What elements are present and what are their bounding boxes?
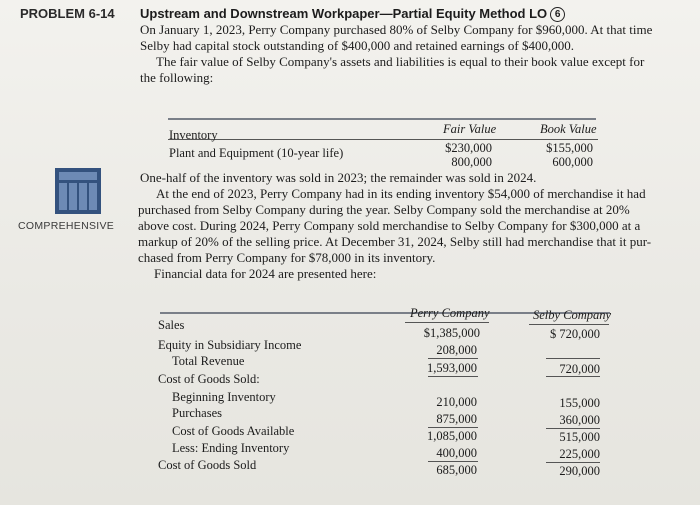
fin-cga-rule-perry xyxy=(428,427,478,428)
fin-total-rule-selby xyxy=(546,376,600,377)
comprehensive-icon xyxy=(55,168,101,214)
fv-header-book: Book Value xyxy=(540,122,597,136)
fin-row-perry: 400,000 xyxy=(436,446,477,460)
comprehensive-label: COMPREHENSIVE xyxy=(18,220,115,232)
fin-row-selby: 155,000 xyxy=(559,396,600,410)
fin-row-perry: 1,085,000 xyxy=(427,429,477,443)
fin-row-selby: $ 720,000 xyxy=(550,327,600,341)
fin-row-perry: 1,593,000 xyxy=(427,361,477,375)
fv-row-label: Inventory xyxy=(169,128,218,142)
lo-badge: 6 xyxy=(550,7,565,22)
fin-row-label: Cost of Goods Sold: xyxy=(158,372,260,386)
fv-row-fair: $230,000 xyxy=(445,141,492,155)
body-line-7: Financial data for 2024 are presented here: xyxy=(154,266,377,281)
fin-cga-rule-selby xyxy=(546,428,600,429)
body-line-1: One-half of the inventory was sold in 2023; the remainder was sold in 2024. xyxy=(140,170,537,185)
fin-row-perry: 210,000 xyxy=(436,395,477,409)
fv-top-rule xyxy=(168,118,596,120)
fin-header-perry: Perry Company xyxy=(410,306,490,320)
problem-title xyxy=(140,6,565,22)
body-line-6: chased from Perry Company for $78,000 in its inventory. xyxy=(138,250,436,265)
fin-cogs-rule-selby xyxy=(546,462,600,463)
fin-header-selby: Selby Company xyxy=(533,308,612,322)
fin-row-selby: 720,000 xyxy=(559,362,600,376)
fin-row-label: Total Revenue xyxy=(172,354,245,368)
fin-row-selby: 290,000 xyxy=(559,464,600,478)
body-line-5: markup of 20% of the selling price. At December 31, 2024, Selby still had merchandise that it pur- xyxy=(138,234,652,249)
intro-line-2: Selby had capital stock outstanding of $400,000 and retained earnings of $400,000. xyxy=(140,38,574,53)
problem-title-text: Upstream and Downstream Workpaper—Partial Equity Method LO xyxy=(140,6,548,21)
fin-row-selby: 225,000 xyxy=(559,447,600,461)
fin-row-perry: 208,000 xyxy=(436,343,477,357)
fin-subtotal-rule-selby xyxy=(546,358,600,359)
fv-header-rule xyxy=(168,139,598,140)
fin-row-perry: $1,385,000 xyxy=(423,326,480,340)
fin-subtotal-rule-perry xyxy=(428,358,478,359)
fv-row-book: 600,000 xyxy=(552,155,593,169)
body-line-4: above cost. During 2024, Perry Company sold merchandise to Selby Company for $300,000 at a xyxy=(138,218,641,233)
fin-row-perry: 875,000 xyxy=(436,412,477,426)
intro-line-3: The fair value of Selby Company's assets and liabilities is equal to their book value except for xyxy=(156,54,645,69)
fin-row-label: Cost of Goods Available xyxy=(172,424,295,438)
fv-row-label: Plant and Equipment (10-year life) xyxy=(169,146,344,160)
fv-row-book: $155,000 xyxy=(546,141,593,155)
fin-row-perry: 685,000 xyxy=(436,463,477,477)
fin-row-label: Cost of Goods Sold xyxy=(158,458,257,472)
fin-row-label: Sales xyxy=(158,318,185,332)
fin-total-rule-perry xyxy=(428,376,478,377)
body-line-2: At the end of 2023, Perry Company had in its ending inventory $54,000 of merchandise it had xyxy=(156,186,646,201)
fin-cogs-rule-perry xyxy=(428,461,478,462)
fv-header-fair: Fair Value xyxy=(443,122,497,136)
fin-row-label: Purchases xyxy=(172,406,222,420)
fin-row-label: Equity in Subsidiary Income xyxy=(158,338,302,352)
fin-row-label: Less: Ending Inventory xyxy=(172,441,290,455)
fin-header-underline-perry xyxy=(405,322,489,323)
fin-row-selby: 515,000 xyxy=(559,430,600,444)
fv-row-fair: 800,000 xyxy=(451,155,492,169)
problem-label: PROBLEM 6-14 xyxy=(20,6,115,21)
intro-line-1: On January 1, 2023, Perry Company purchased 80% of Selby Company for $960,000. At that time xyxy=(140,22,653,37)
fin-header-underline-selby xyxy=(529,324,609,325)
body-line-3: purchased from Selby Company during the year. Selby Company sold the merchandise at 20% xyxy=(138,202,630,217)
fin-row-selby: 360,000 xyxy=(559,413,600,427)
fin-row-label: Beginning Inventory xyxy=(172,390,276,404)
intro-line-4: the following: xyxy=(140,70,214,85)
